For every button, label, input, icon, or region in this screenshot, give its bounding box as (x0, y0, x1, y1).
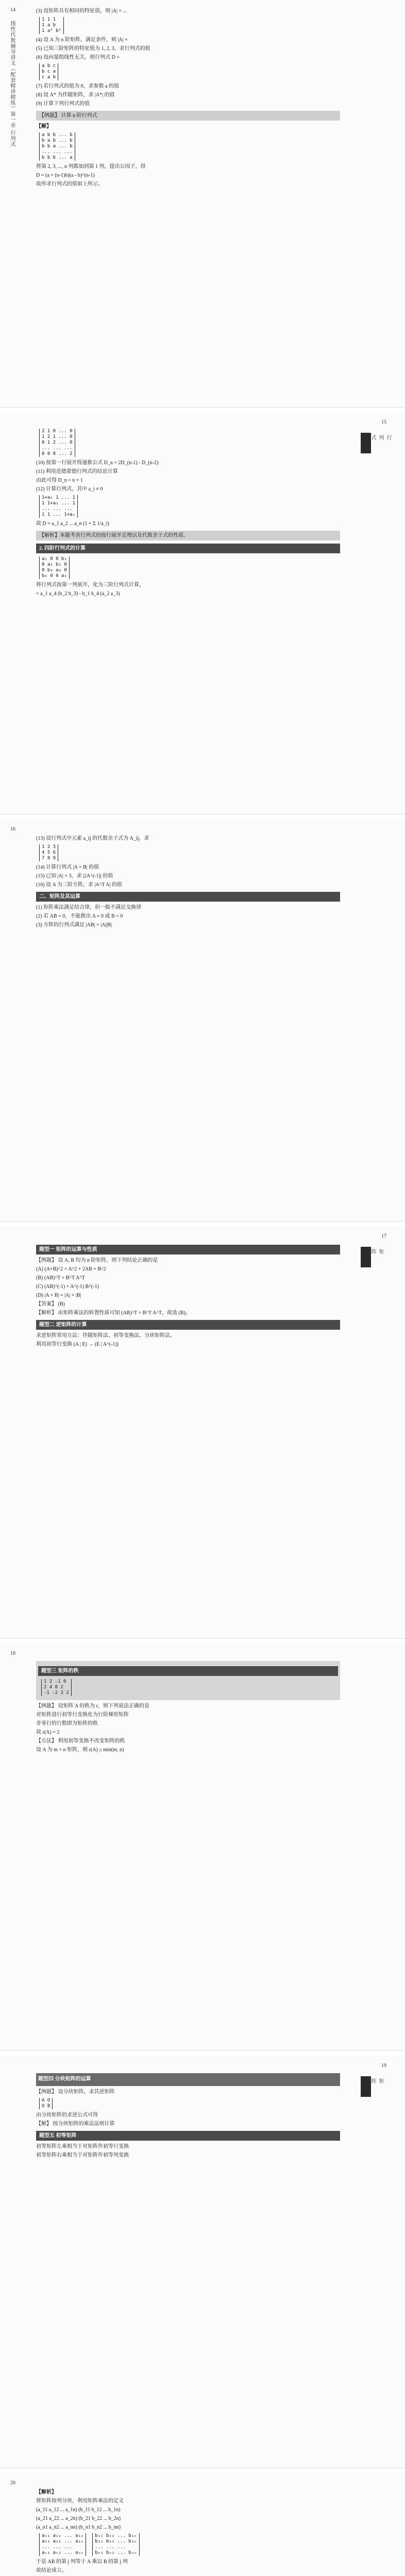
matrix: a₁ 0 0 b₁ 0 a₂ b₂ 0 0 b₃ a₃ 0 b₄ 0 0 a₄ (39, 556, 70, 579)
text-line: 将行列式按第一列展开，化为三阶行列式计算， (36, 582, 144, 588)
page-content (36, 1242, 340, 1349)
page-sheet-5 (0, 1643, 405, 2051)
text-line: (16) 设 A 为三阶方阵，求 |A^T A| 的值 (36, 882, 122, 888)
page-sheet-1 (0, 0, 405, 408)
page-number: 16 (10, 826, 15, 832)
text-line: 【方法】 利用初等变换不改变矩阵的秩 (36, 1738, 125, 1744)
text-line: (3) 方阵的行列式满足 |AB| = |A||B| (36, 922, 112, 928)
matrix: A O O B (39, 2098, 53, 2109)
text-line: 对矩阵进行初等行变换化为行阶梯形矩阵 (36, 1712, 129, 1718)
section-banner: 【解析】本题考查行列式的按行展开定理以及代数余子式的性质。 (36, 531, 340, 540)
text-line: (B) (AB)^T = B^T A^T (36, 1275, 85, 1281)
answer-label: 【解】 (36, 124, 52, 129)
text-line: 非零行的行数即为矩阵的秩 (36, 1721, 98, 1726)
text-line: 初等矩阵左乘相当于对矩阵作初等行变换 (36, 2144, 129, 2149)
page-sheet-2 (0, 412, 405, 815)
section-banner: 题型五 初等矩阵 (36, 2131, 340, 2141)
page-content (36, 1659, 340, 1755)
page-number: 19 (381, 2063, 386, 2069)
text-line: = a_1 a_4 (b_2 b_3) - b_1 b_4 (a_2 a_3) (36, 591, 120, 597)
matrix: 1 2 3 4 5 6 7 8 9 (39, 844, 58, 861)
page-sheet-6 (0, 2056, 405, 2468)
text-line: 由此可得 D_n = n + 1 (36, 478, 83, 483)
page-number: 17 (381, 1233, 386, 1239)
section-banner: 【例题】 计算 n 阶行列式 (36, 111, 340, 121)
text-line: (9) 计算下列行列式的值 (36, 101, 90, 107)
text-line: 初等矩阵右乘相当于对矩阵作初等列变换 (36, 2153, 129, 2158)
side-title-text: 线性代数辅导讲义（配套精讲精练）第一章 行列式 (9, 21, 15, 147)
text-line: (2) 若 AB = 0，不能推出 A = 0 或 B = 0 (36, 913, 123, 919)
page-content (36, 2488, 340, 2575)
text-line: 【例题】 设分块矩阵，求其逆矩阵 (36, 2089, 115, 2095)
page-number: 14 (10, 7, 15, 13)
text-line: 故 r(A) = 2 (36, 1730, 60, 1735)
text-line: (7) 若行列式的值为 0，求参数 a 的值 (36, 83, 120, 89)
matrix: 1+a₁ 1 ... 1 1 1+a₂ ... 1 ... ... ... 1 1 ... 1+aₙ (39, 495, 78, 518)
matrix: a b c b c a c a b (39, 63, 58, 80)
text-line: 【解】 按分块矩阵的乘法法则计算 (36, 2121, 115, 2127)
text-line: 故所求行列式的值如上所示。 (36, 181, 103, 187)
example-block (36, 2073, 340, 2086)
text-line: (3) 设矩阵具有相同的特征值，则 |A| = ... (36, 8, 127, 14)
text-line: 故结论成立。 (36, 2568, 67, 2573)
matrix: a₁₁ a₁₂ ... a₁ₙ a₂₁ a₂₂ ... a₂ₙ ... ... ... aₙ₁ aₙ₂ ... aₙₙ (39, 2533, 86, 2556)
text-line: 【解析】 由矩阵乘法的转置性质可知 (AB)^T = B^T A^T，故选 (B)。 (36, 1310, 191, 1316)
text-line: (D) |A + B| = |A| + |B| (36, 1293, 81, 1298)
text-line: (a_21 a_22 ... a_2n) (b_21 b_22 ... b_2n) (36, 2516, 121, 2521)
text-line: (5) 已知三阶矩阵的特征值为 1, 2, 3，求行列式的值 (36, 46, 150, 52)
text-line: 设 A 为 m × n 矩阵，则 r(A) ≤ min(m, n) (36, 1747, 124, 1753)
text-line: (1) 矩阵乘法满足结合律，但一般不满足交换律 (36, 905, 142, 910)
text-line: (6) 设向量组线性无关，则行列式 D = (36, 55, 120, 60)
tab-label: 矩阵 (370, 1249, 383, 1254)
page-content (36, 2071, 340, 2160)
text-line: 于是 AB 的第 j 列等于 A 乘以 B 的第 j 列 (36, 2559, 128, 2565)
matrix: 1 2 -1 0 2 4 0 2 -1 -2 3 2 (41, 1679, 72, 1696)
text-line: (a_n1 a_n2 ... a_nn) (b_n1 b_n2 ... b_nn) (36, 2524, 121, 2530)
text-line: (10) 按第一行展开得递推公式 D_n = 2D_(n-1) - D_(n-2) (36, 460, 159, 466)
text-line: 【答案】 (B) (36, 1301, 65, 1307)
page-number: 20 (10, 2480, 15, 2486)
matrix: a b b ... b b a b ... b b b a ... b ... ... ... b b b ... a (39, 132, 75, 161)
text-line: (11) 利用范德蒙德行列式的结论计算 (36, 469, 118, 474)
text-line: D = (a + (n-1)b)(a - b)^(n-1) (36, 173, 95, 178)
text-line: (8) 设 A* 为伴随矩阵，求 |A*| 的值 (36, 92, 115, 98)
page-sheet-4 (0, 1226, 405, 1639)
page-number: 18 (10, 1651, 15, 1656)
text-line: (12) 计算行列式，其中 a_i ≠ 0 (36, 486, 103, 492)
sub-banner: 2. 四阶行列式的计算 (36, 544, 340, 553)
page-content (36, 7, 340, 189)
tab-label: 行列式 (370, 435, 391, 440)
page-sheet-3 (0, 819, 405, 1222)
section-banner: 题型四 分块矩阵的运算 (38, 2076, 91, 2082)
example-block (36, 1661, 340, 1700)
text-line: 求逆矩阵常用方法：伴随矩阵法、初等变换法、分块矩阵法。 (36, 1333, 175, 1338)
text-line: (14) 计算行列式 |A + B| 的值 (36, 865, 99, 870)
matrix: b₁₁ b₁₂ ... b₁ₙ b₂₁ b₂₂ ... b₂ₙ ... ... ... bₙ₁ bₙ₂ ... bₙₙ (92, 2533, 139, 2556)
text-line: 故 D = a_1 a_2 ... a_n (1 + Σ 1/a_i) (36, 521, 109, 527)
text-line: (a_11 a_12 ... a_1n) (b_11 b_12 ... b_1n) (36, 2507, 121, 2513)
section-banner: 题型三 矩阵的秩 (38, 1666, 338, 1676)
page-sheet-7 (0, 2473, 405, 2576)
section-banner: 【解析】 (36, 2489, 57, 2495)
tab-label: 矩阵 (370, 2078, 383, 2083)
text-line: 由分块矩阵的求逆公式可得 (36, 2112, 98, 2118)
matrix: 1 1 1 1 a b 1 a² b² (39, 17, 64, 34)
text-line: 利用初等行变换 (A | E) → (E | A^(-1)) (36, 1342, 119, 1347)
text-line: 将矩阵按列分块，利用矩阵乘法的定义 (36, 2498, 124, 2504)
page-content (36, 835, 340, 930)
text-line: 【例题】 设 A, B 均为 n 阶矩阵，则下列结论正确的是 (36, 1258, 158, 1263)
text-line: (A) (A+B)^2 = A^2 + 2AB + B^2 (36, 1266, 106, 1272)
page-content (36, 428, 340, 599)
text-line: (4) 设 A 为 n 阶矩阵，满足条件，则 |A| = (36, 37, 128, 43)
side-title (8, 21, 27, 147)
page-number: 15 (381, 419, 386, 425)
text-line: (15) 已知 |A| = 3，求 |2A^(-1)| 的值 (36, 873, 113, 879)
text-line: 将第 2, 3, ..., n 列都加到第 1 列，提出公因子，得 (36, 164, 146, 170)
section-banner: 题型二 逆矩阵的计算 (36, 1320, 340, 1330)
section-banner: 二、矩阵及其运算 (36, 892, 340, 902)
section-banner: 题型一 矩阵的运算与性质 (36, 1245, 340, 1255)
matrix: 2 1 0 ... 0 1 2 1 ... 0 0 1 2 ... 0 ... ... ... 0 0 0 ... 2 (39, 429, 75, 457)
text-line: (13) 设行列式中元素 a_ij 的代数余子式为 A_ij，求 (36, 836, 149, 841)
text-line: 【例题】 设矩阵 A 的秩为 r，则下列说法正确的是 (36, 1703, 149, 1709)
text-line: (C) (AB)^(-1) = A^(-1) B^(-1) (36, 1284, 99, 1290)
